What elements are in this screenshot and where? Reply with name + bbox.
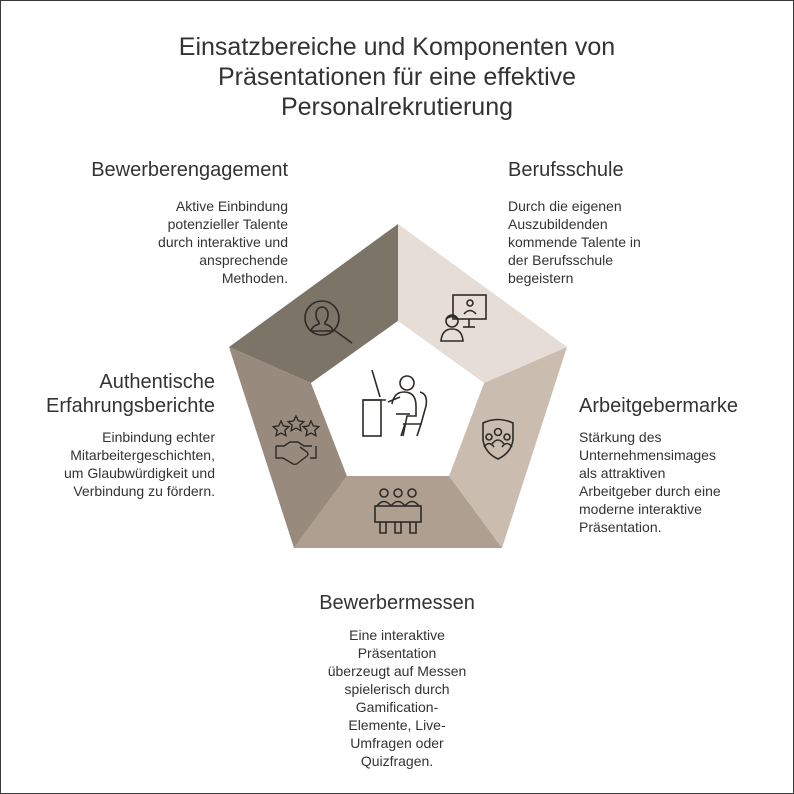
text-erfahrungsberichte: Einbindung echter Mitarbeitergeschichten, um Glaubwürdigkeit und Verbindung zu fördern. [64, 429, 215, 499]
heading-bewerbermessen: Bewerbermessen [319, 592, 475, 614]
text-berufsschule: Durch die eigenen Auszubildenden kommende Talente in der Berufsschule begeistern [508, 198, 641, 286]
heading-bewerberengagement: Bewerberengagement [91, 159, 288, 181]
text-bewerbermessen: Eine interaktive Präsentation überzeugt auf Messen spielerisch durch Gamification- Elemente, Live- Umfragen oder Quizfragen. [327, 627, 467, 769]
heading-arbeitgebermarke: Arbeitgebermarke [579, 395, 738, 417]
heading-berufsschule: Berufsschule [508, 159, 624, 181]
text-bewerberengagement: Aktive Einbindung potenzieller Talente durch interaktive und ansprechende Methoden. [158, 198, 288, 286]
text-arbeitgebermarke: Stärkung des Unternehmensimages als attraktiven Arbeitgeber durch eine moderne interaktive Präsentation. [579, 429, 721, 535]
page-title: Einsatzbereiche und Komponenten von Präsentationen für eine effektive Personalrekrutierung [178, 33, 616, 121]
heading-erfahrungsberichte: Authentische Erfahrungsberichte [46, 371, 215, 417]
